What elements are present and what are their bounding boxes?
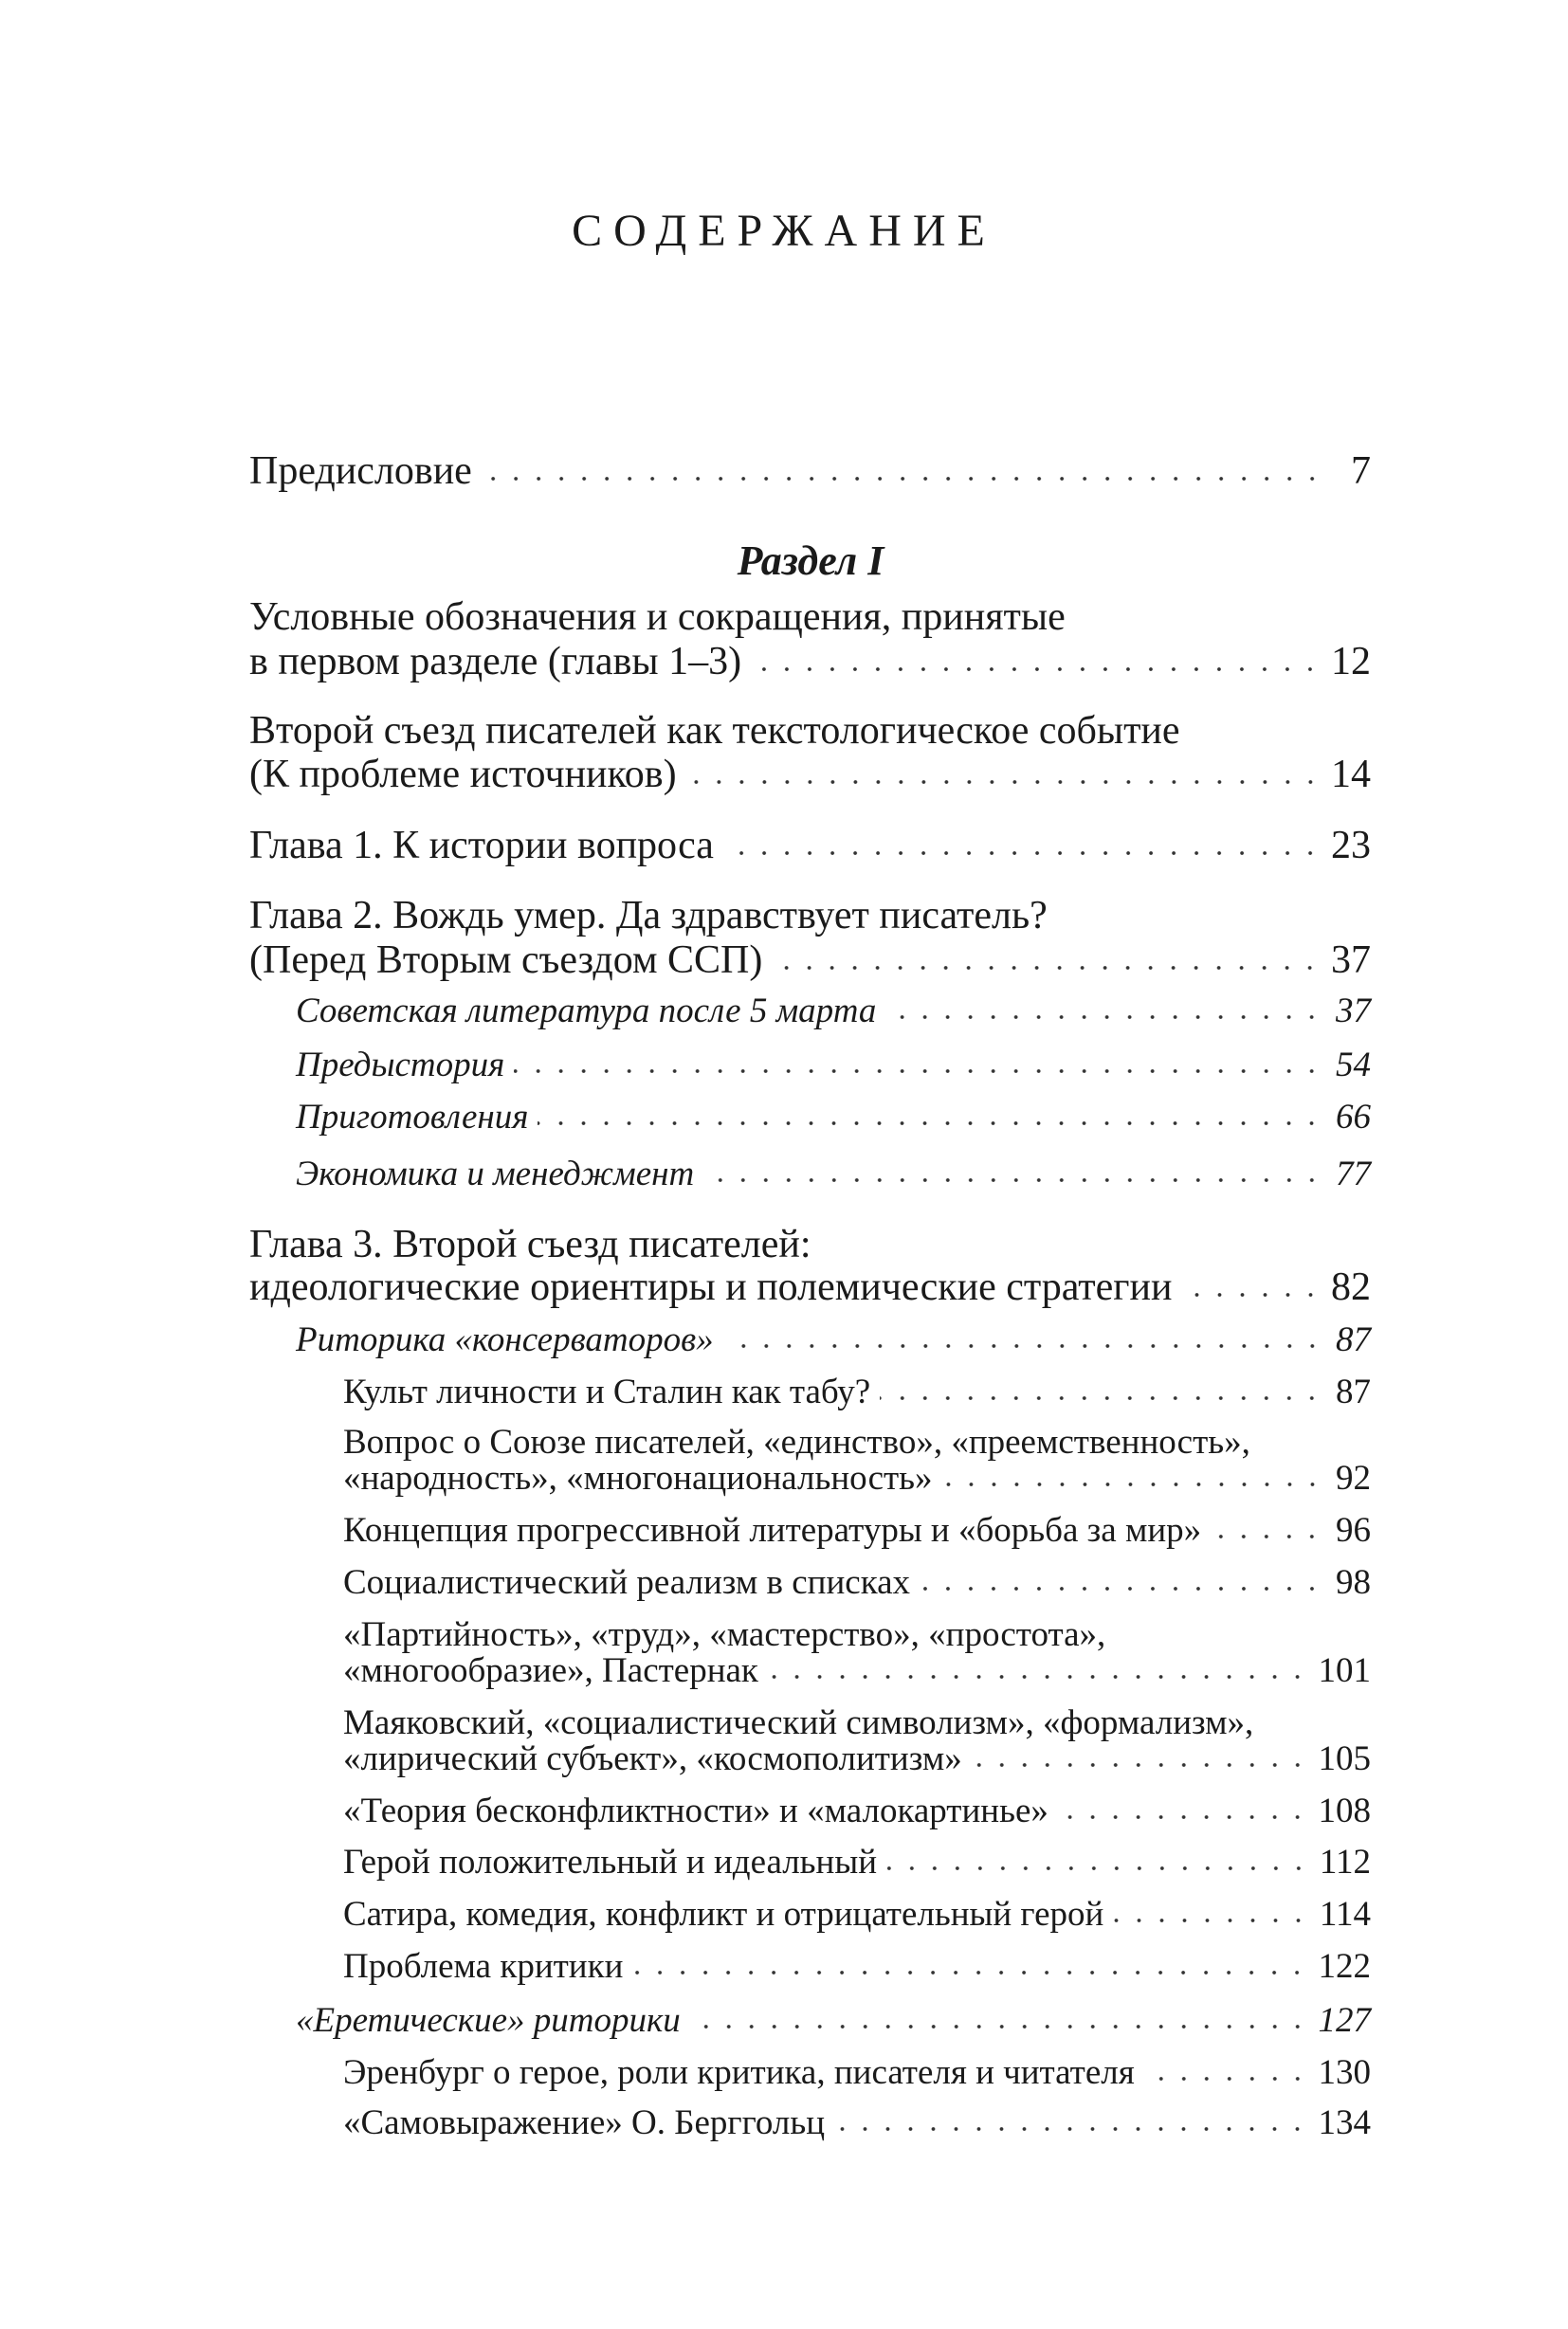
toc-entry-title: идеологические ориентиры и полемические стратегии	[249, 1265, 1173, 1309]
toc-entry-line[interactable]	[249, 707, 1371, 755]
dot-leader	[1182, 1290, 1322, 1300]
dot-leader	[482, 474, 1323, 483]
toc-entry-title: Второй съезд писателей как текстологическое событие	[249, 709, 1180, 753]
toc-entry-title: Сатира, комедия, конфликт и отрицательный герой	[343, 1895, 1104, 1934]
dot-leader	[1113, 1916, 1310, 1925]
toc-page-number: 82	[1331, 1265, 1371, 1309]
toc-entry[interactable]	[343, 2102, 1371, 2145]
dot-leader	[690, 2022, 1309, 2031]
toc-page-number: 87	[1336, 1320, 1371, 1359]
toc-entry-line[interactable]	[249, 1221, 1371, 1268]
toc-entry-title: (К проблеме источников)	[249, 753, 677, 796]
toc-entry-title: Проблема критики	[343, 1947, 624, 1986]
dot-leader	[1144, 2074, 1309, 2083]
toc-entry-title: «многообразие», Пастернак	[343, 1651, 758, 1690]
toc-entry-title: Глава 1. К истории вопроса	[249, 824, 714, 867]
toc-page-number: 54	[1336, 1046, 1371, 1084]
toc-entry[interactable]	[249, 1264, 1371, 1311]
toc-entry[interactable]	[343, 1561, 1371, 1605]
toc-entry-title: «Еретические» риторики	[296, 2001, 681, 2040]
toc-entry-title: «Партийность», «труд», «мастерство», «простота»,	[343, 1615, 1106, 1654]
toc-entry[interactable]	[249, 447, 1371, 495]
toc-page-number: 105	[1318, 1739, 1371, 1778]
toc-entry-title: Маяковский, «социалистический символизм», «формализм»,	[343, 1703, 1254, 1742]
dot-leader	[772, 963, 1322, 973]
dot-leader	[886, 1864, 1310, 1873]
page-title: СОДЕРЖАНИЕ	[572, 206, 996, 256]
toc-entry-title: Глава 2. Вождь умер. Да здравствует писатель?	[249, 894, 1048, 937]
toc-entry[interactable]	[249, 822, 1371, 869]
dot-leader	[920, 1584, 1323, 1593]
toc-entry-title: Эренбург о герое, роли критика, писателя и читателя	[343, 2053, 1135, 2092]
toc-entry[interactable]	[296, 1153, 1371, 1196]
toc-entry-title: Экономика и менеджмент	[296, 1155, 695, 1193]
toc-entry-title: Концепция прогрессивной литературы и «борьба за мир»	[343, 1511, 1202, 1550]
toc-entry[interactable]	[249, 751, 1371, 798]
toc-entry[interactable]	[249, 937, 1371, 984]
toc-page-number: 114	[1319, 1895, 1371, 1934]
toc-page-number: 127	[1318, 2001, 1371, 2040]
toc-page-number: 130	[1318, 2053, 1371, 2092]
toc-page-number: 37	[1336, 992, 1371, 1030]
toc-entry-title: «народность», «многонациональность»	[343, 1459, 933, 1498]
toc-entry-title: «лирический субъект», «космополитизм»	[343, 1739, 962, 1778]
toc-page-number: 98	[1336, 1563, 1371, 1602]
toc-entry[interactable]	[296, 990, 1371, 1033]
dot-leader	[538, 1119, 1323, 1128]
dot-leader	[686, 777, 1322, 787]
toc-entry-title: Приготовления	[296, 1098, 529, 1137]
toc-entry-title: Риторика «консерваторов»	[296, 1320, 714, 1359]
dot-leader	[1058, 1812, 1309, 1822]
toc-page-number: 87	[1336, 1373, 1371, 1411]
toc-page-number: 108	[1318, 1792, 1371, 1830]
dot-leader	[885, 1012, 1323, 1022]
toc-page-number: 12	[1331, 640, 1371, 683]
toc-entry[interactable]	[343, 1649, 1371, 1693]
toc-page-number: 77	[1336, 1155, 1371, 1193]
dot-leader	[723, 848, 1322, 858]
toc-entry-line[interactable]	[249, 593, 1371, 641]
toc-page-number: 14	[1331, 753, 1371, 796]
dot-leader	[942, 1480, 1323, 1489]
toc-entry[interactable]	[343, 1841, 1371, 1884]
toc-entry-title: Герой положительный и идеальный	[343, 1843, 878, 1882]
toc-entry-line[interactable]	[249, 892, 1371, 939]
toc-page-number: 7	[1351, 449, 1371, 493]
toc-entry-title: «Теория бесконфликтности» и «малокартинье»	[343, 1792, 1048, 1830]
toc-page-number: 66	[1336, 1098, 1371, 1137]
toc-entry[interactable]	[296, 1999, 1371, 2043]
toc-page-number: 37	[1331, 938, 1371, 982]
toc-entry-title: Глава 3. Второй съезд писателей:	[249, 1223, 811, 1266]
dot-leader	[972, 1760, 1309, 1770]
toc-entry[interactable]	[343, 1457, 1371, 1501]
toc-entry-title: Культ личности и Сталин как табу?	[343, 1373, 871, 1411]
dot-leader	[1211, 1532, 1323, 1541]
dot-leader	[514, 1066, 1323, 1076]
toc-entry[interactable]	[343, 1893, 1371, 1937]
toc-entry[interactable]	[343, 1945, 1371, 1989]
toc-entry-title: Советская литература после 5 марта	[296, 992, 877, 1030]
toc-page-number: 122	[1318, 1947, 1371, 1986]
toc-page-number: 134	[1318, 2103, 1371, 2142]
toc-entry-title: (Перед Вторым съездом ССП)	[249, 938, 763, 982]
toc-entry[interactable]	[343, 2051, 1371, 2095]
toc-entry[interactable]	[343, 1371, 1371, 1414]
toc-entry-title: Условные обозначения и сокращения, принятые	[249, 595, 1066, 639]
toc-entry[interactable]	[343, 1738, 1371, 1781]
toc-entry-title: в первом разделе (главы 1–3)	[249, 640, 742, 683]
toc-entry[interactable]	[343, 1509, 1371, 1553]
dot-leader	[751, 664, 1322, 674]
toc-entry[interactable]	[296, 1044, 1371, 1087]
dot-leader	[632, 1968, 1308, 1977]
toc-entry-title: Вопрос о Союзе писателей, «единство», «преемственность»,	[343, 1423, 1250, 1462]
toc-page-number: 96	[1336, 1511, 1371, 1550]
toc-entry-title: Предисловие	[249, 449, 472, 493]
toc-entry[interactable]	[296, 1319, 1371, 1362]
toc-entry-title: Предыстория	[296, 1046, 505, 1084]
toc-entry[interactable]	[249, 638, 1371, 685]
toc-entry[interactable]	[296, 1096, 1371, 1139]
section-heading: Раздел I	[737, 537, 884, 584]
dot-leader	[880, 1393, 1323, 1403]
dot-leader	[723, 1341, 1323, 1351]
toc-entry[interactable]	[343, 1790, 1371, 1833]
toc-page-number: 112	[1319, 1843, 1371, 1882]
toc-page-number: 101	[1318, 1651, 1371, 1690]
toc-page-number: 23	[1331, 824, 1371, 867]
toc-entry-title: Социалистический реализм в списках	[343, 1563, 911, 1602]
dot-leader	[834, 2124, 1308, 2134]
dot-leader	[768, 1672, 1309, 1682]
dot-leader	[703, 1175, 1323, 1185]
toc-entry-title: «Самовыражение» О. Берггольц	[343, 2103, 826, 2142]
toc-page-number: 92	[1336, 1459, 1371, 1498]
